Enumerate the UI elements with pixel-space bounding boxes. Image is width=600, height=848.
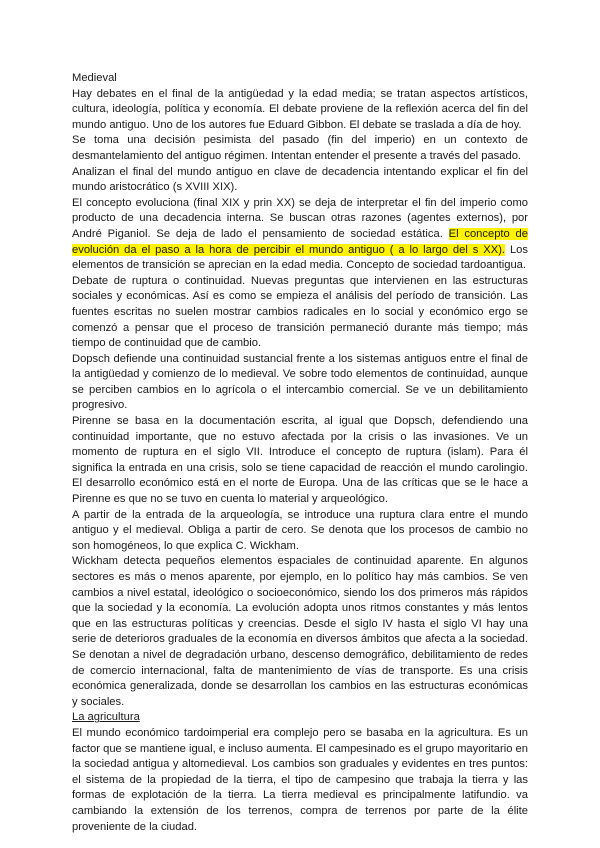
paragraph-pesimista: Se toma una decisión pesimista del pasado (fin del imperio) en un contexto de desmantelamiento del antiguo régimen. Intentan entender el presente a través del pasado. xyxy=(72,134,528,162)
document-title: Medieval xyxy=(72,72,117,84)
section-heading-agricultura: La agricultura xyxy=(72,711,140,724)
paragraph-agricultura: El mundo económico tardoimperial era complejo pero se basaba en la agricultura. Es un factor que se mantiene igual, e incluso aumenta. El campesinado es el grupo mayoritario en la sociedad antigua y altomedieval. Los cambios son graduales y evidentes en tres puntos: el sistema de la propiedad de la tierra, el tipo de campesino que trabaja la tierra y las formas de explotación de la tierra. La tierra medieval es principalmente latifundio. va cambiando la extensión de los terrenos, compra de terrenos por parte de la élite proveniente de la ciudad. xyxy=(72,726,528,833)
highlighted-text: El concepto de evolución da el paso a la hora de percibir el mundo antiguo ( a lo largo del s XX). xyxy=(72,227,528,256)
concepto-text-after: Los elementos de transición se aprecian en la edad media. Concepto de sociedad tardoantigua. xyxy=(72,243,528,272)
document-page xyxy=(72,71,528,835)
paragraph-decadencia: Analizan el final del mundo antiguo en clave de decadencia intentando explicar el fin del mundo aristocrático (s XVIII XIX). xyxy=(72,165,528,194)
paragraph-concepto xyxy=(72,196,528,274)
paragraph-wickham: Wickham detecta pequeños elementos espaciales de continuidad aparente. En algunos sectores es más o menos aparente, por ejemplo, en lo político hay más cambios. Se ven cambios a nivel estatal, ideológico o socioeconómico, siendo los dos primeros más rápidos que la sociedad y la economía. La evolución adopta unos ritmos constantes y más lentos que en las estructuras políticas y creencias. Desde el siglo IV hasta el siglo VI hay una serie de deterioros graduales de la economía en diversos ámbitos que afecta a la sociedad. Se denotan a nivel de degradación urbano, descenso demográfico, debilitamiento de redes de comercio internacional, falta de mantenimiento de vías de transporte. Es una crisis económica generalizada, donde se desarrollan los cambios en las estructuras económicas y sociales. xyxy=(72,555,528,708)
paragraph-arqueologia: A partir de la entrada de la arqueología, se introduce una ruptura clara entre el mundo antiguo y el medieval. Obliga a partir de cero. Se denota que los procesos de cambio no son homogéneos, lo que explica C. Wickham. xyxy=(72,508,528,552)
paragraph-pirenne: Pirenne se basa en la documentación escrita, al igual que Dopsch, defendiendo una continuidad importante, que no estuvo afectada por la crisis o las invasiones. Ve un momento de ruptura en el siglo VII. Introduce el concepto de ruptura (islam). Para él significa la entrada en una crisis, solo se tiene capacidad de reacción el mundo carolingio. El desarrollo económico está en el norte de Europa. Una de las críticas que se le hace a Pirenne es que no se tuvo en cuenta lo material y arqueológico. xyxy=(72,415,528,506)
paragraph-ruptura: Debate de ruptura o continuidad. Nuevas preguntas que intervienen en las estructuras sociales y económicas. Así es como se empieza el análisis del período de transición. Las fuentes escritas no suelen mostrar cambios radicales en lo social y económico ergo se comenzó a pensar que el proceso de transición permaneció durante más tiempo; más tiempo de continuidad que de cambio. xyxy=(72,274,528,350)
paragraph-dopsch: Dopsch defiende una continuidad sustancial frente a los sistemas antiguos entre el final de la antigüedad y comienzo de lo medieval. Ve sobre todo elementos de continuidad, aunque se perciben cambios en lo agrícola o el intercambio comercial. Se ve un debilitamiento progresivo. xyxy=(72,352,528,412)
concepto-text-before: El concepto evoluciona (final XIX y prin XX) se deja de interpretar el fin del imperio como producto de una decadencia interna. Se buscan otras razones (agentes externos), por André Piganiol. Se deja de lado el pensamiento de sociedad estática. xyxy=(72,196,528,240)
paragraph-debates: Hay debates en el final de la antigüedad y la edad media; se tratan aspectos artísticos, cultura, ideología, política y economía. El debate proviene de la reflexión acerca del fin del mundo antiguo. Uno de los autores fue Eduard Gibbon. El debate se traslada a día de hoy. xyxy=(72,87,528,131)
